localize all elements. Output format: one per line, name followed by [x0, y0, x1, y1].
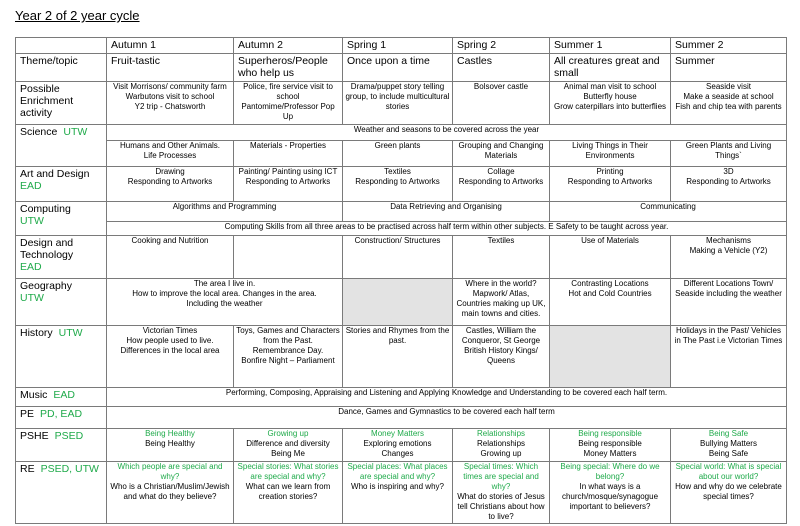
art-row — [16, 166, 787, 201]
computing-cell: Communicating — [550, 201, 787, 221]
pshe-cell — [234, 428, 343, 461]
subject-name: RE — [20, 462, 35, 475]
empty-grey-cell — [550, 325, 671, 387]
dt-row — [16, 235, 787, 278]
term-header: Autumn 1 — [107, 38, 234, 54]
pshe-topics: Relationships Growing up — [476, 438, 526, 458]
subject-tag: EAD — [53, 388, 76, 401]
enrichment-cell: Visit Morrisons/ community farm Warbutons visit to school Y2 trip - Chatsworth — [107, 81, 234, 124]
curriculum-table — [15, 37, 787, 524]
term-header: Summer 1 — [550, 38, 671, 54]
re-question: Special times: Which times are special and why? — [463, 461, 539, 491]
re-subquestion: What can we learn from creation stories? — [245, 481, 331, 501]
subject-name: Science — [20, 125, 58, 138]
pshe-cell — [550, 428, 671, 461]
science-topics-row — [16, 140, 787, 166]
pshe-cell — [453, 428, 550, 461]
pshe-topics: Being Healthy — [145, 438, 195, 448]
science-cell: Green plants — [343, 140, 453, 166]
pshe-heading: Being Healthy — [145, 428, 195, 438]
history-cell: Holidays in the Past/ Vehicles in The Past i.e Victorian Times — [671, 325, 787, 387]
geography-cell: Where in the world? Mapwork/ Atlas, Countries making up UK, main towns and cities. — [453, 278, 550, 325]
pe-note: Dance, Games and Gymnastics to be covered each half term — [107, 406, 787, 428]
pshe-topics: Bullying Matters Being Safe — [700, 438, 757, 458]
science-cell: Green Plants and Living Things` — [671, 140, 787, 166]
subject-tag: EAD — [20, 179, 42, 192]
computing-cell: Algorithms and Programming — [107, 201, 343, 221]
row-label — [16, 235, 107, 278]
corner-cell — [16, 38, 107, 54]
art-cell: Drawing Responding to Artworks — [107, 166, 234, 201]
science-row — [16, 124, 787, 140]
art-cell: 3D Responding to Artworks — [671, 166, 787, 201]
art-cell: Painting/ Painting using ICT Responding to Artworks — [234, 166, 343, 201]
subject-tag: UTW — [63, 125, 88, 138]
theme-cell: Superheros/People who help us — [234, 53, 343, 81]
enrichment-cell: Animal man visit to school Butterfly house Grow caterpillars into butterflies — [550, 81, 671, 124]
row-label: Theme/topic — [16, 53, 107, 81]
dt-cell — [234, 235, 343, 278]
re-question: Being special: Where do we belong? — [560, 461, 660, 481]
geography-row — [16, 278, 787, 325]
term-header: Spring 2 — [453, 38, 550, 54]
row-label — [16, 461, 107, 523]
pshe-cell — [107, 428, 234, 461]
subject-name: PE — [20, 407, 35, 420]
pshe-cell — [671, 428, 787, 461]
subject-name: PSHE — [20, 429, 49, 442]
re-subquestion: Who is inspiring and why? — [351, 481, 444, 491]
pshe-topics: Exploring emotions Changes — [363, 438, 432, 458]
re-subquestion: What do stories of Jesus tell Christians about how to live? — [457, 491, 545, 521]
re-subquestion: In what ways is a church/mosque/synagogue important to believers? — [561, 481, 659, 511]
row-label — [16, 201, 107, 235]
science-cell: Grouping and Changing Materials — [453, 140, 550, 166]
re-cell — [550, 461, 671, 523]
re-subquestion: Who is a Christian/Muslim/Jewish and what do they believe? — [110, 481, 230, 501]
art-cell: Collage Responding to Artworks — [453, 166, 550, 201]
dt-cell: Mechanisms Making a Vehicle (Y2) — [671, 235, 787, 278]
computing-note: Computing Skills from all three areas to be practised across half term within other subjects. E Safety to be taught across year. — [107, 221, 787, 235]
re-question: Special places: What places are special and why? — [347, 461, 448, 481]
re-cell — [234, 461, 343, 523]
page-title: Year 2 of 2 year cycle — [15, 8, 140, 23]
row-label — [16, 325, 107, 387]
term-header: Spring 1 — [343, 38, 453, 54]
re-cell — [343, 461, 453, 523]
subject-name: Music — [20, 388, 48, 401]
header-row — [16, 38, 787, 54]
history-cell: Victorian Times How people used to live. Differences in the local area — [107, 325, 234, 387]
row-label — [16, 166, 107, 201]
row-label — [16, 406, 107, 428]
geography-cell: The area I live in. How to improve the local area. Changes in the area. Including the weather — [107, 278, 343, 325]
art-cell: Printing Responding to Artworks — [550, 166, 671, 201]
geography-cell: Contrasting Locations Hot and Cold Countries — [550, 278, 671, 325]
science-cell: Living Things in Their Environments — [550, 140, 671, 166]
subject-tag: PSED — [54, 429, 84, 442]
re-cell — [671, 461, 787, 523]
computing-note-row — [16, 221, 787, 235]
subject-name: Art and Design — [20, 167, 90, 180]
re-row — [16, 461, 787, 523]
term-header: Autumn 2 — [234, 38, 343, 54]
re-question: Which people are special and why? — [117, 461, 223, 481]
enrichment-cell: Drama/puppet story telling group, to include multicultural stories — [343, 81, 453, 124]
pe-row — [16, 406, 787, 428]
pshe-topics: Being responsible Money Matters — [578, 438, 642, 458]
pshe-heading: Money Matters — [371, 428, 424, 438]
history-cell: Toys, Games and Characters from the Past. Remembrance Day. Bonfire Night – Parliament — [234, 325, 343, 387]
row-label — [16, 124, 107, 166]
theme-cell: Summer — [671, 53, 787, 81]
pshe-heading: Being Safe — [708, 428, 749, 438]
geography-cell: Different Locations Town/ Seaside including the weather — [671, 278, 787, 325]
theme-cell: All creatures great and small — [550, 53, 671, 81]
theme-cell: Castles — [453, 53, 550, 81]
science-note: Weather and seasons to be covered across the year — [107, 124, 787, 140]
dt-cell: Use of Materials — [550, 235, 671, 278]
subject-name: Computing — [20, 202, 71, 215]
subject-name: Design and Technology — [20, 236, 74, 261]
row-label: Possible Enrichment activity — [16, 81, 107, 124]
subject-name: History — [20, 326, 53, 339]
enrichment-cell: Police, fire service visit to school Pantomime/Professor Pop Up — [234, 81, 343, 124]
computing-cell: Data Retrieving and Organising — [343, 201, 550, 221]
science-cell: Materials - Properties — [234, 140, 343, 166]
pshe-heading: Relationships — [476, 428, 526, 438]
subject-tag: UTW — [20, 214, 44, 227]
subject-tag: EAD — [20, 260, 42, 273]
subject-tag: PSED, UTW — [40, 462, 99, 475]
row-label — [16, 387, 107, 406]
dt-cell: Construction/ Structures — [343, 235, 453, 278]
dt-cell: Cooking and Nutrition — [107, 235, 234, 278]
row-label — [16, 278, 107, 325]
computing-row — [16, 201, 787, 221]
subject-tag: PD, EAD — [40, 407, 83, 420]
enrichment-row — [16, 81, 787, 124]
re-question: Special stories: What stories are special and why? — [237, 461, 339, 481]
pshe-row — [16, 428, 787, 461]
art-cell: Textiles Responding to Artworks — [343, 166, 453, 201]
music-note: Performing, Composing, Appraising and Listening and Applying Knowledge and Understanding to be covered each half term. — [107, 387, 787, 406]
re-cell — [453, 461, 550, 523]
pshe-heading: Being responsible — [578, 428, 642, 438]
history-row — [16, 325, 787, 387]
subject-tag: UTW — [20, 291, 44, 304]
dt-cell: Textiles — [453, 235, 550, 278]
history-cell: Castles, William the Conqueror, St George British History Kings/ Queens — [453, 325, 550, 387]
history-cell: Stories and Rhymes from the past. — [343, 325, 453, 387]
science-cell: Humans and Other Animals. Life Processes — [107, 140, 234, 166]
re-question: Special world: What is special about our world? — [675, 461, 782, 481]
term-header: Summer 2 — [671, 38, 787, 54]
row-label — [16, 428, 107, 461]
enrichment-cell: Seaside visit Make a seaside at school Fish and chip tea with parents — [671, 81, 787, 124]
theme-row — [16, 53, 787, 81]
empty-grey-cell — [343, 278, 453, 325]
pshe-heading: Growing up — [267, 428, 309, 438]
pshe-cell — [343, 428, 453, 461]
enrichment-cell: Bolsover castle — [453, 81, 550, 124]
subject-tag: UTW — [58, 326, 83, 339]
re-subquestion: How and why do we celebrate special times? — [675, 481, 782, 501]
re-cell — [107, 461, 234, 523]
music-row — [16, 387, 787, 406]
theme-cell: Fruit-tastic — [107, 53, 234, 81]
subject-name: Geography — [20, 279, 72, 292]
theme-cell: Once upon a time — [343, 53, 453, 81]
pshe-topics: Difference and diversity Being Me — [246, 438, 330, 458]
